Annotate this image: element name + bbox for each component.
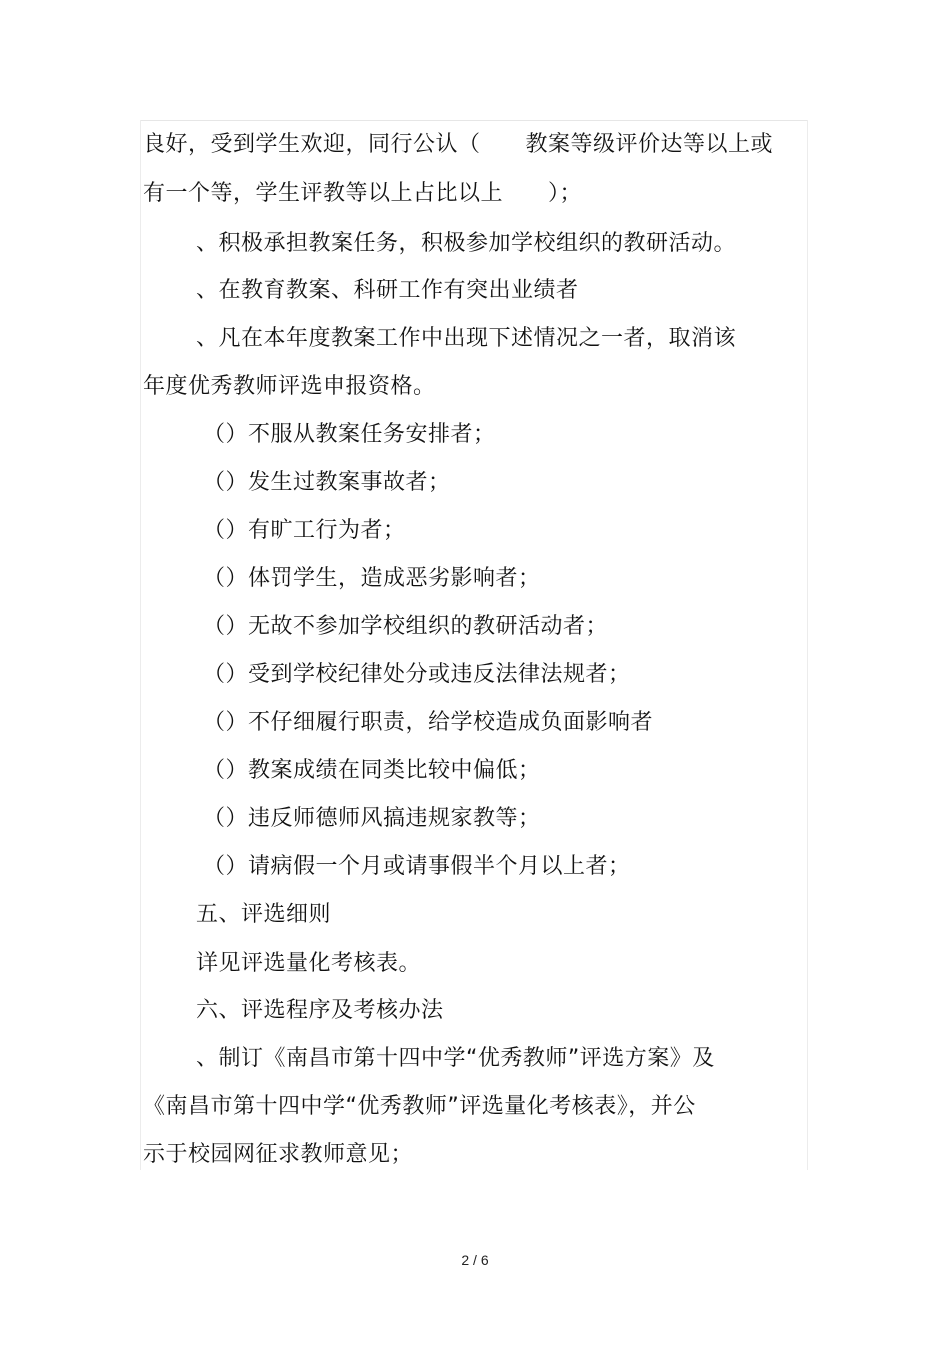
text-line: 、制订《南昌市第十四中学“优秀教师”评选方案》及: [196, 1046, 715, 1071]
page-frame-top-border: [140, 120, 808, 121]
text-line: 《南昌市第十四中学“优秀教师”评选量化考核表》，并公: [143, 1094, 696, 1119]
text-line: 、积极承担教案任务，积极参加学校组织的教研活动。: [196, 231, 737, 256]
section-heading: 五、评选细则: [196, 902, 332, 927]
page-frame-left-border: [140, 120, 141, 1170]
list-item: （）不服从教案任务安排者；: [203, 422, 496, 447]
list-item: （）有旷工行为者；: [203, 518, 406, 543]
list-item: （）受到学校纪律处分或违反法律法规者；: [203, 662, 631, 687]
list-item: （）不仔细履行职责，给学校造成负面影响者: [203, 710, 654, 735]
text-line: 、在教育教案、科研工作有突出业绩者: [196, 278, 579, 303]
text-line: 有一个等，学生评教等以上占比以上 ）；: [143, 181, 583, 206]
text-line: 详见评选量化考核表。: [196, 951, 422, 976]
text-line: 示于校园网征求教师意见；: [143, 1142, 414, 1167]
list-item: （）教案成绩在同类比较中偏低；: [203, 758, 541, 783]
list-item: （）违反师德师风搞违规家教等；: [203, 806, 541, 831]
list-item: （）无故不参加学校组织的教研活动者；: [203, 614, 609, 639]
text-line: 、凡在本年度教案工作中出现下述情况之一者，取消该: [196, 326, 737, 351]
text-line: 良好，受到学生欢迎，同行公认（ 教案等级评价达等以上或: [143, 132, 774, 157]
page-frame-right-border: [807, 120, 808, 1170]
section-heading: 六、评选程序及考核办法: [196, 998, 444, 1023]
list-item: （）发生过教案事故者；: [203, 470, 451, 495]
list-item: （）请病假一个月或请事假半个月以上者；: [203, 854, 631, 879]
text-line: 年度优秀教师评选申报资格。: [143, 374, 436, 399]
list-item: （）体罚学生，造成恶劣影响者；: [203, 566, 541, 591]
page-number: 2 / 6: [461, 1252, 489, 1268]
